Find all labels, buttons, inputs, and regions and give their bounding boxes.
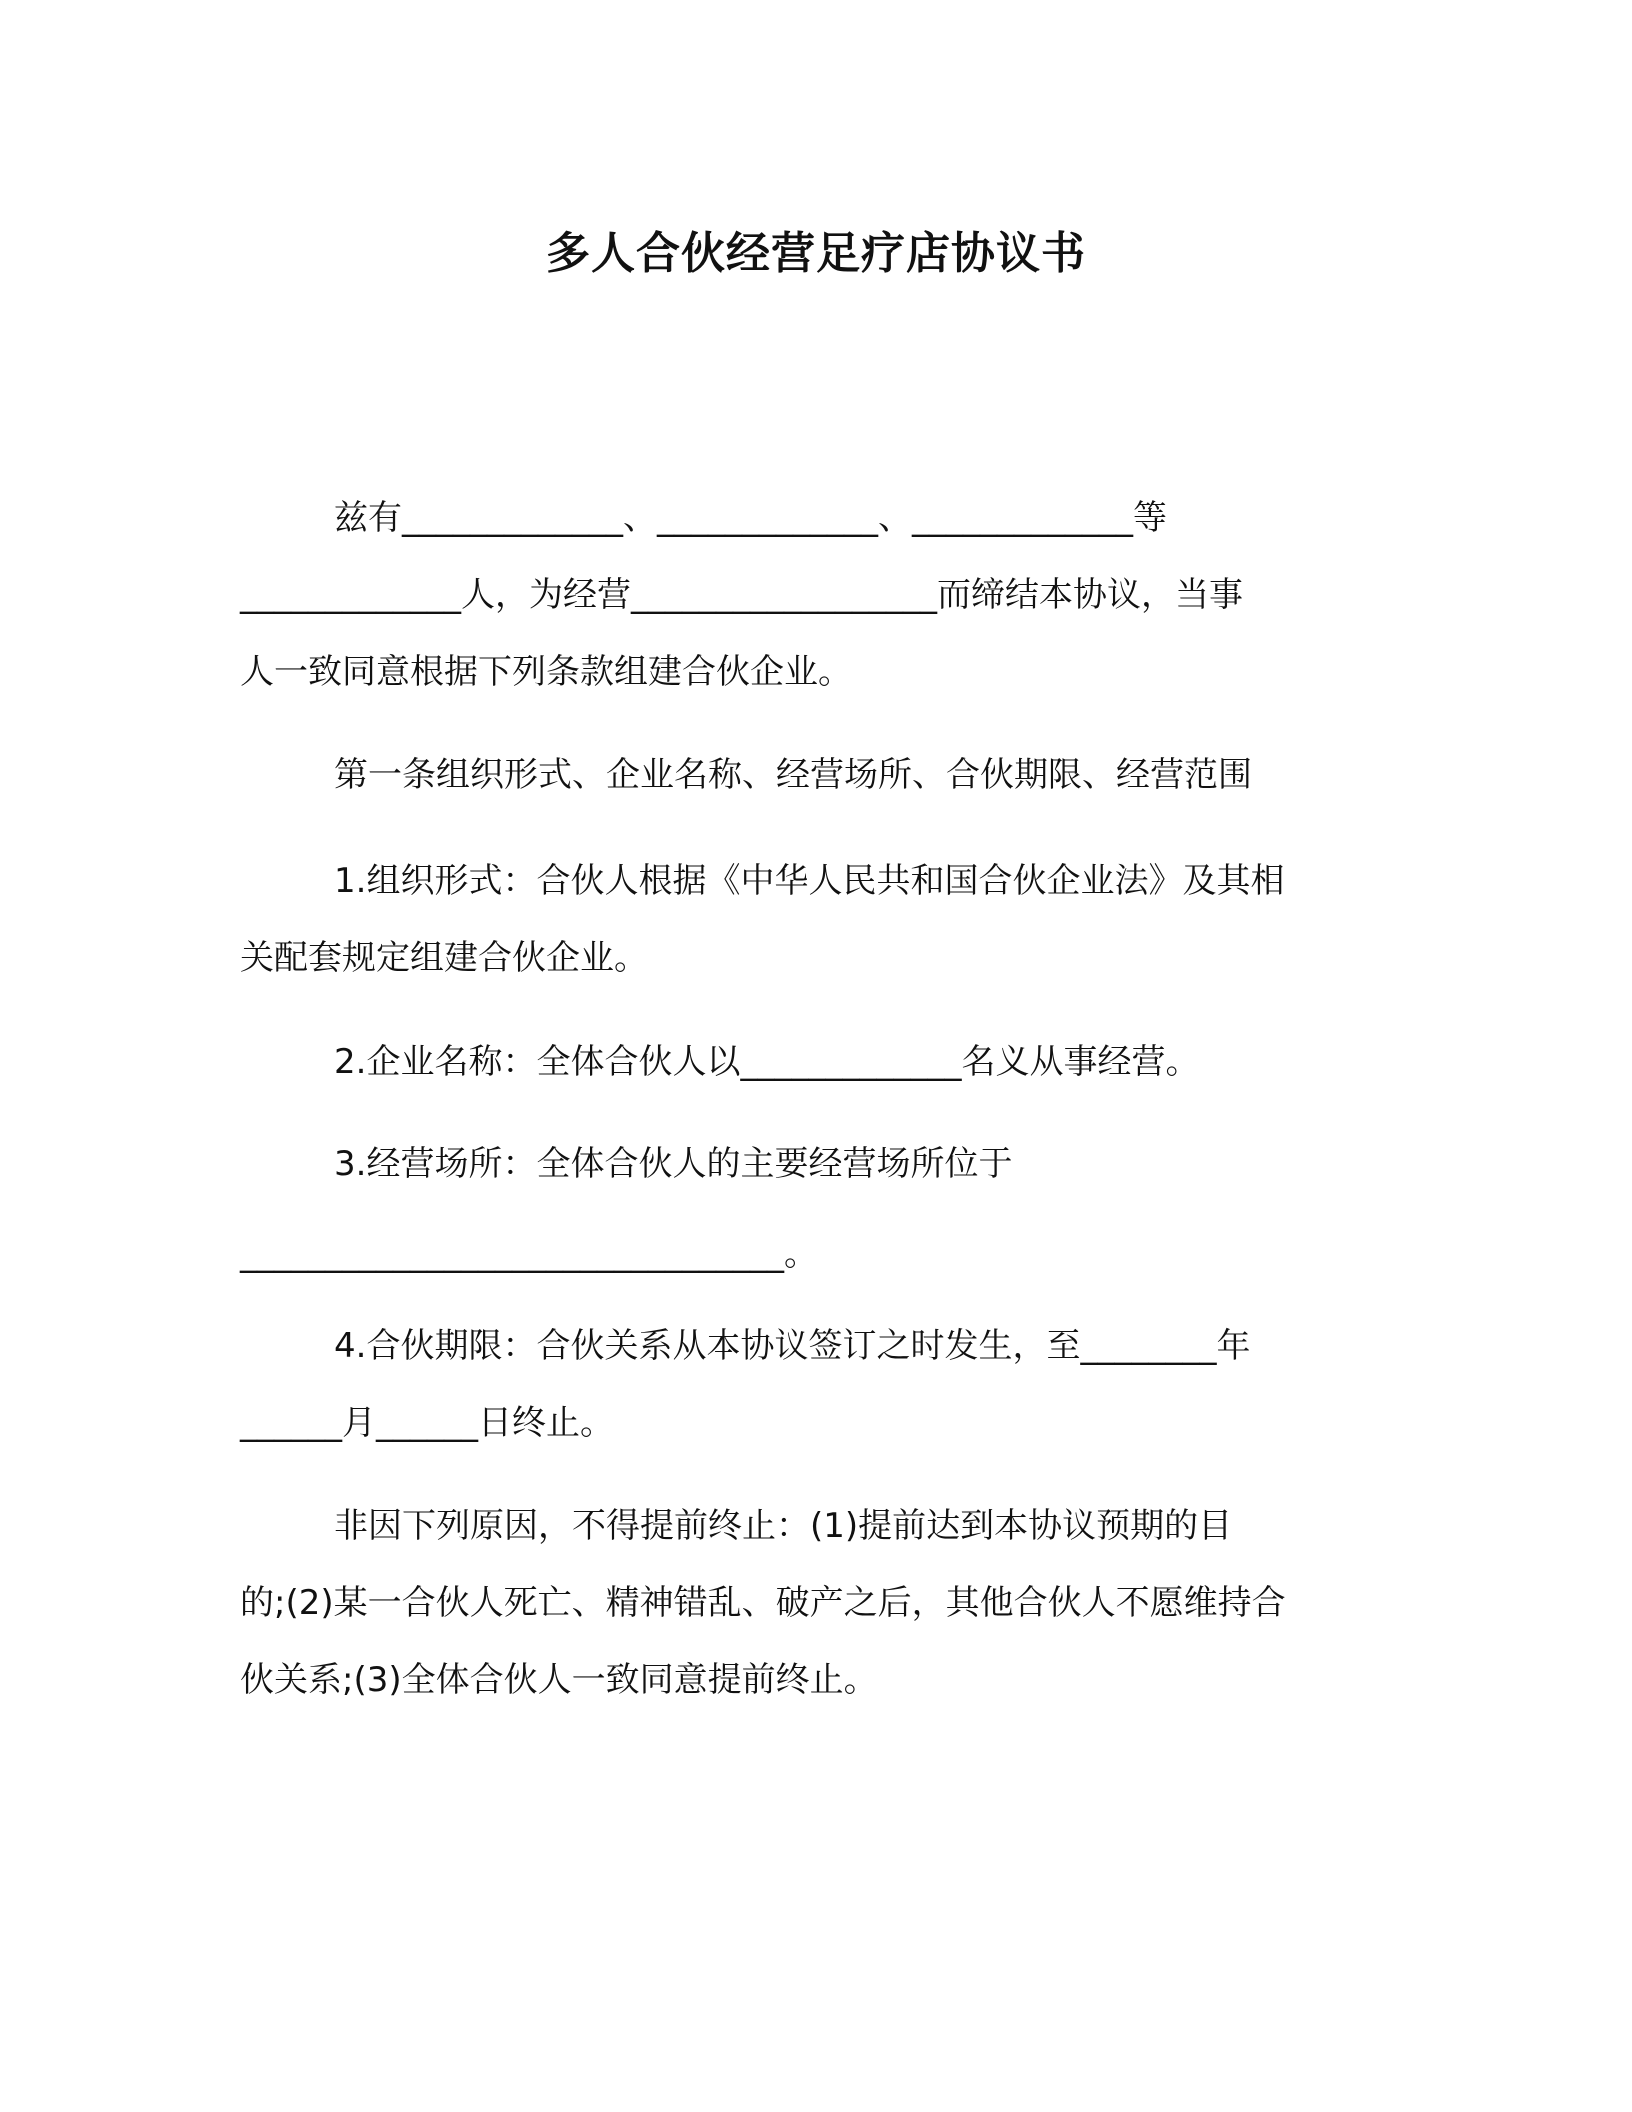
paragraph-line: _____________人，为经营__________________而缔结本协议，当事 [240, 575, 1243, 615]
paragraph-line: 3.经营场所：全体合伙人的主要经营场所位于 [334, 1144, 1013, 1184]
document-title: 多人合伙经营足疗店协议书 [546, 228, 1086, 279]
paragraph-line: ______月______日终止。 [240, 1403, 614, 1443]
section-heading: 第一条组织形式、企业名称、经营场所、合伙期限、经营范围 [334, 755, 1252, 795]
paragraph-line: ________________________________。 [240, 1234, 818, 1274]
paragraph-line: 关配套规定组建合伙企业。 [240, 938, 648, 978]
paragraph-line: 兹有_____________、_____________、_____________等 [334, 498, 1167, 538]
paragraph-line: 4.合伙期限：合伙关系从本协议签订之时发生，至________年 [334, 1326, 1251, 1366]
paragraph-line: 人一致同意根据下列条款组建合伙企业。 [240, 652, 852, 692]
paragraph-line: 非因下列原因，不得提前终止：(1)提前达到本协议预期的目 [334, 1506, 1233, 1546]
paragraph-line: 的;(2)某一合伙人死亡、精神错乱、破产之后，其他合伙人不愿维持合 [240, 1583, 1286, 1623]
paragraph-line: 伙关系;(3)全体合伙人一致同意提前终止。 [240, 1660, 878, 1700]
paragraph-line: 2.企业名称：全体合伙人以_____________名义从事经营。 [334, 1042, 1200, 1082]
paragraph-line: 1.组织形式：合伙人根据《中华人民共和国合伙企业法》及其相 [334, 861, 1285, 901]
